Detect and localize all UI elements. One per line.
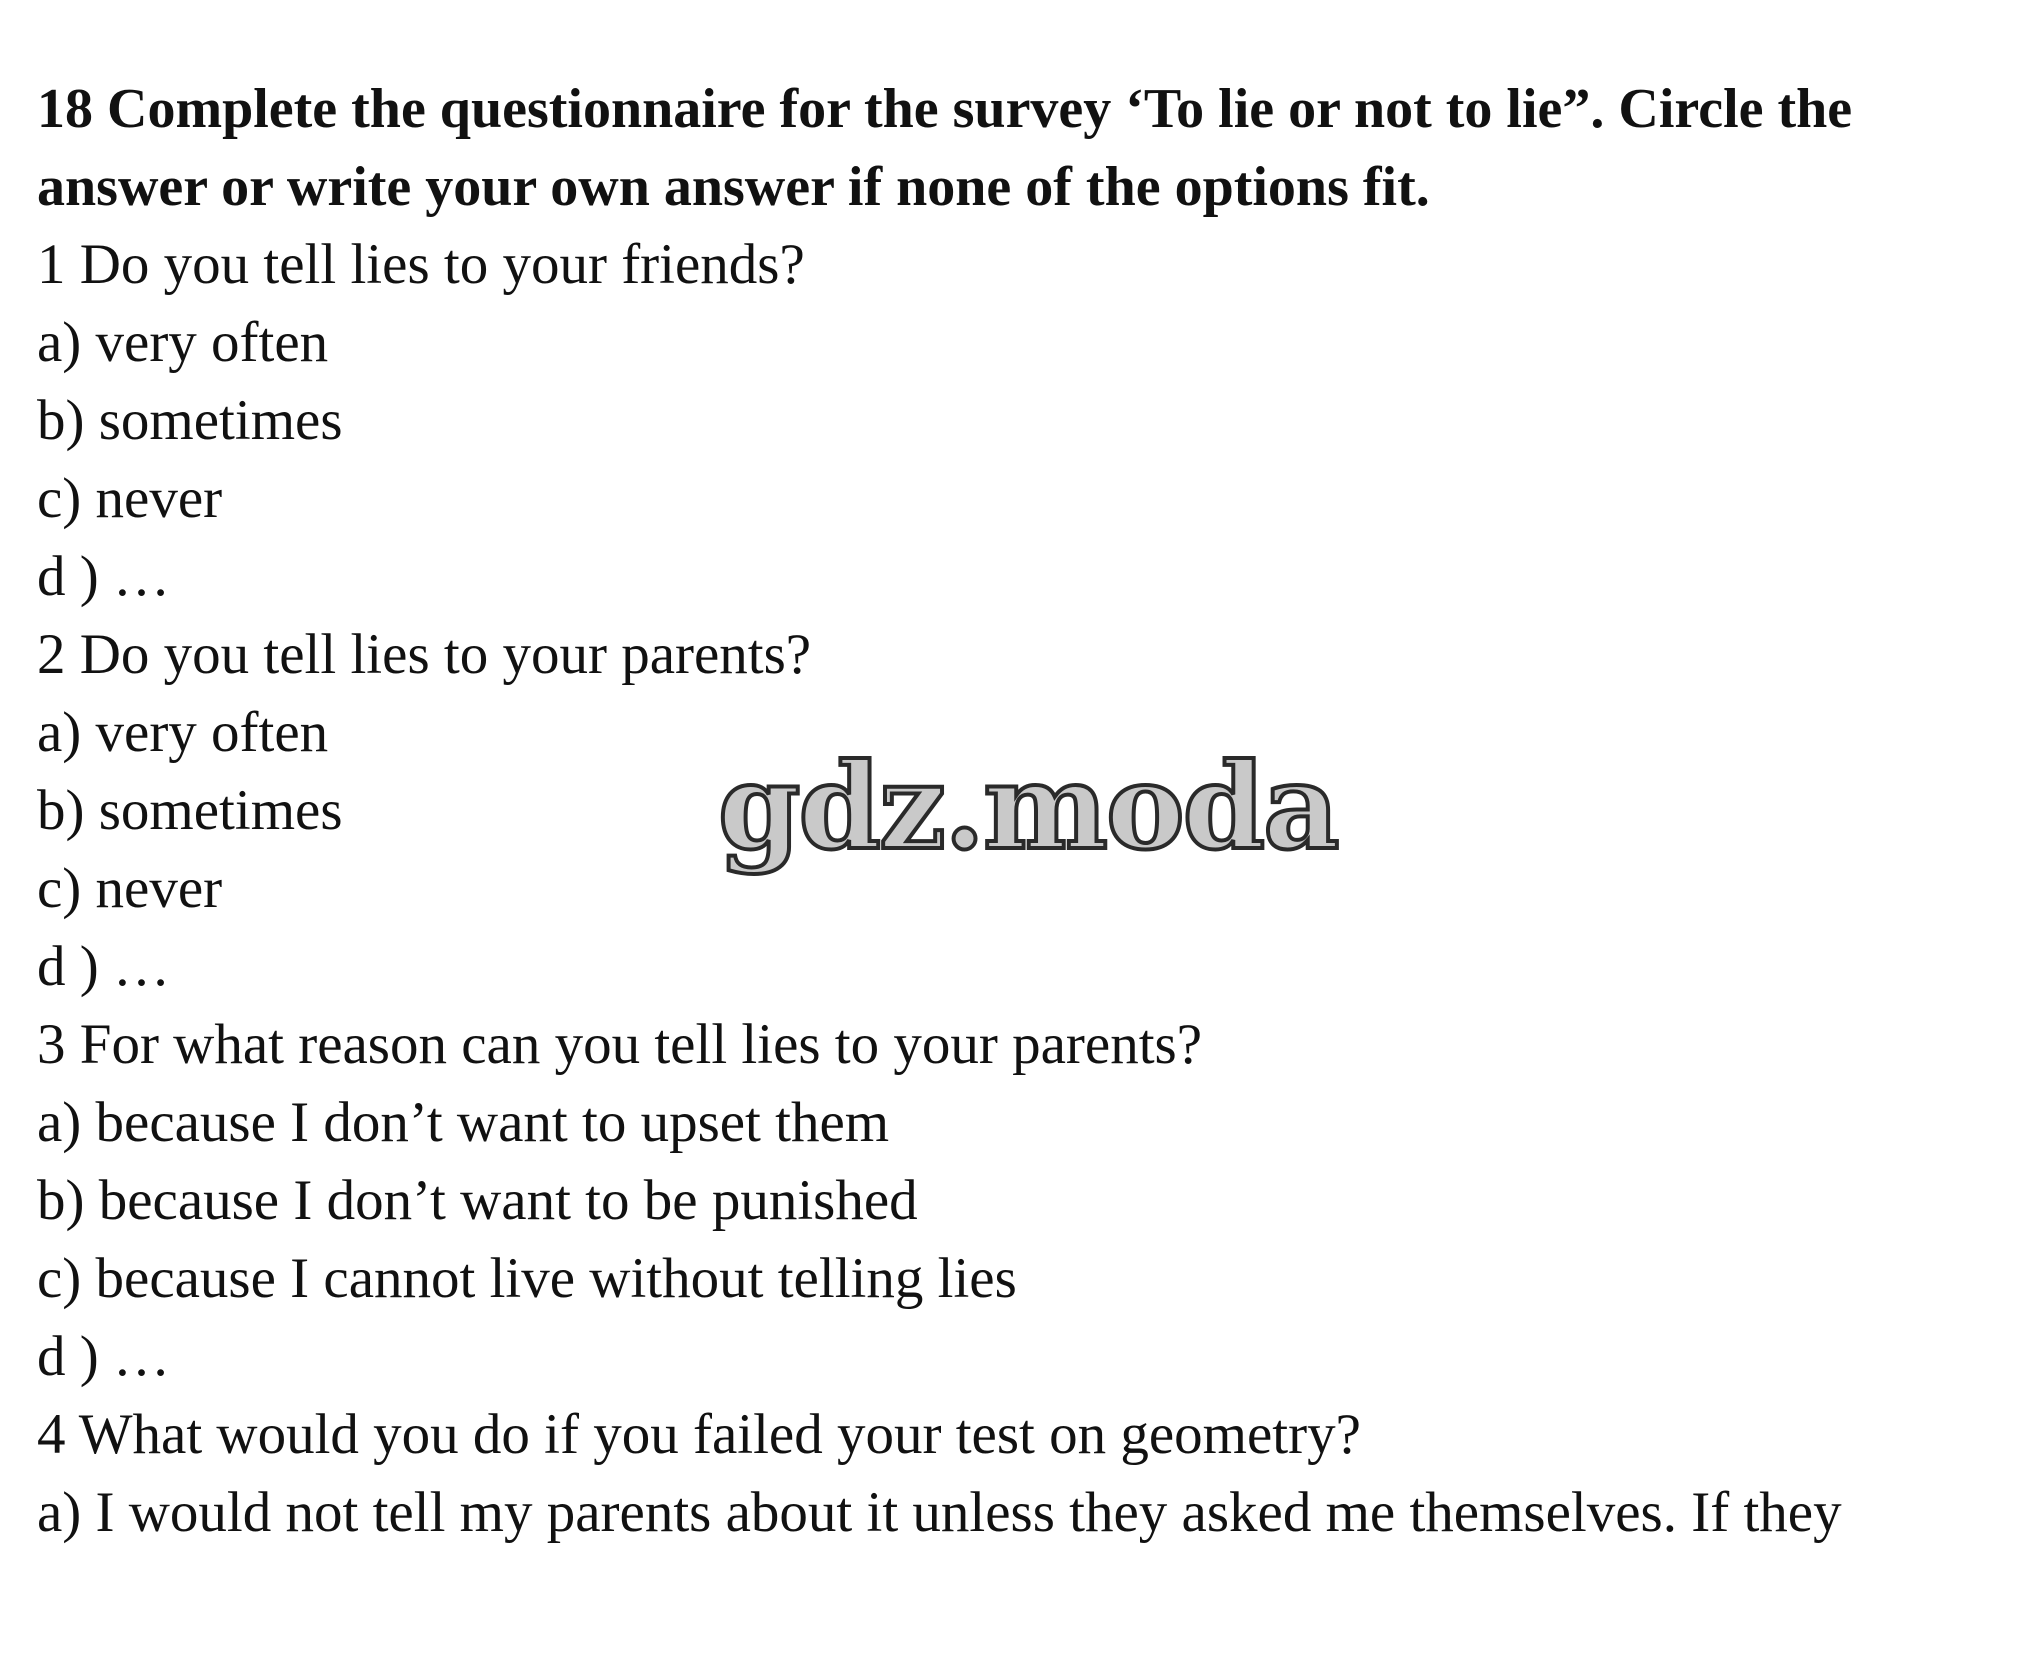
answer-option: a) because I don’t want to upset them xyxy=(37,1091,890,1154)
answer-option: a) very often xyxy=(37,701,329,764)
question-text: 1 Do you tell lies to your friends? xyxy=(37,233,805,296)
question-text: 3 For what reason can you tell lies to your parents? xyxy=(37,1013,1203,1076)
answer-option: d ) … xyxy=(37,935,170,998)
question-1 xyxy=(37,226,2017,616)
watermark-logo: gdz.moda xyxy=(718,737,1338,876)
question-text: 4 What would you do if you failed your test on geometry? xyxy=(37,1403,1361,1466)
answer-option: a) I would not tell my parents about it unless they asked me themselves. If they xyxy=(37,1481,1842,1544)
question-text: 2 Do you tell lies to your parents? xyxy=(37,623,812,686)
exercise-heading: 18 Complete the questionnaire for the survey ‘To lie or not to lie”. Circle the answer or write your own answer if none of the options fit. xyxy=(37,78,1853,218)
answer-option: d ) … xyxy=(37,545,170,608)
answer-option: d ) … xyxy=(37,1325,170,1388)
answer-option: c) never xyxy=(37,857,223,920)
answer-option: a) very often xyxy=(37,311,329,374)
answer-option: c) never xyxy=(37,467,223,530)
question-4 xyxy=(37,1396,2017,1552)
question-3 xyxy=(37,1006,2017,1396)
answer-option: b) sometimes xyxy=(37,389,343,452)
answer-option: c) because I cannot live without telling lies xyxy=(37,1247,1017,1310)
answer-option: b) sometimes xyxy=(37,779,343,842)
answer-option: b) because I don’t want to be punished xyxy=(37,1169,918,1232)
